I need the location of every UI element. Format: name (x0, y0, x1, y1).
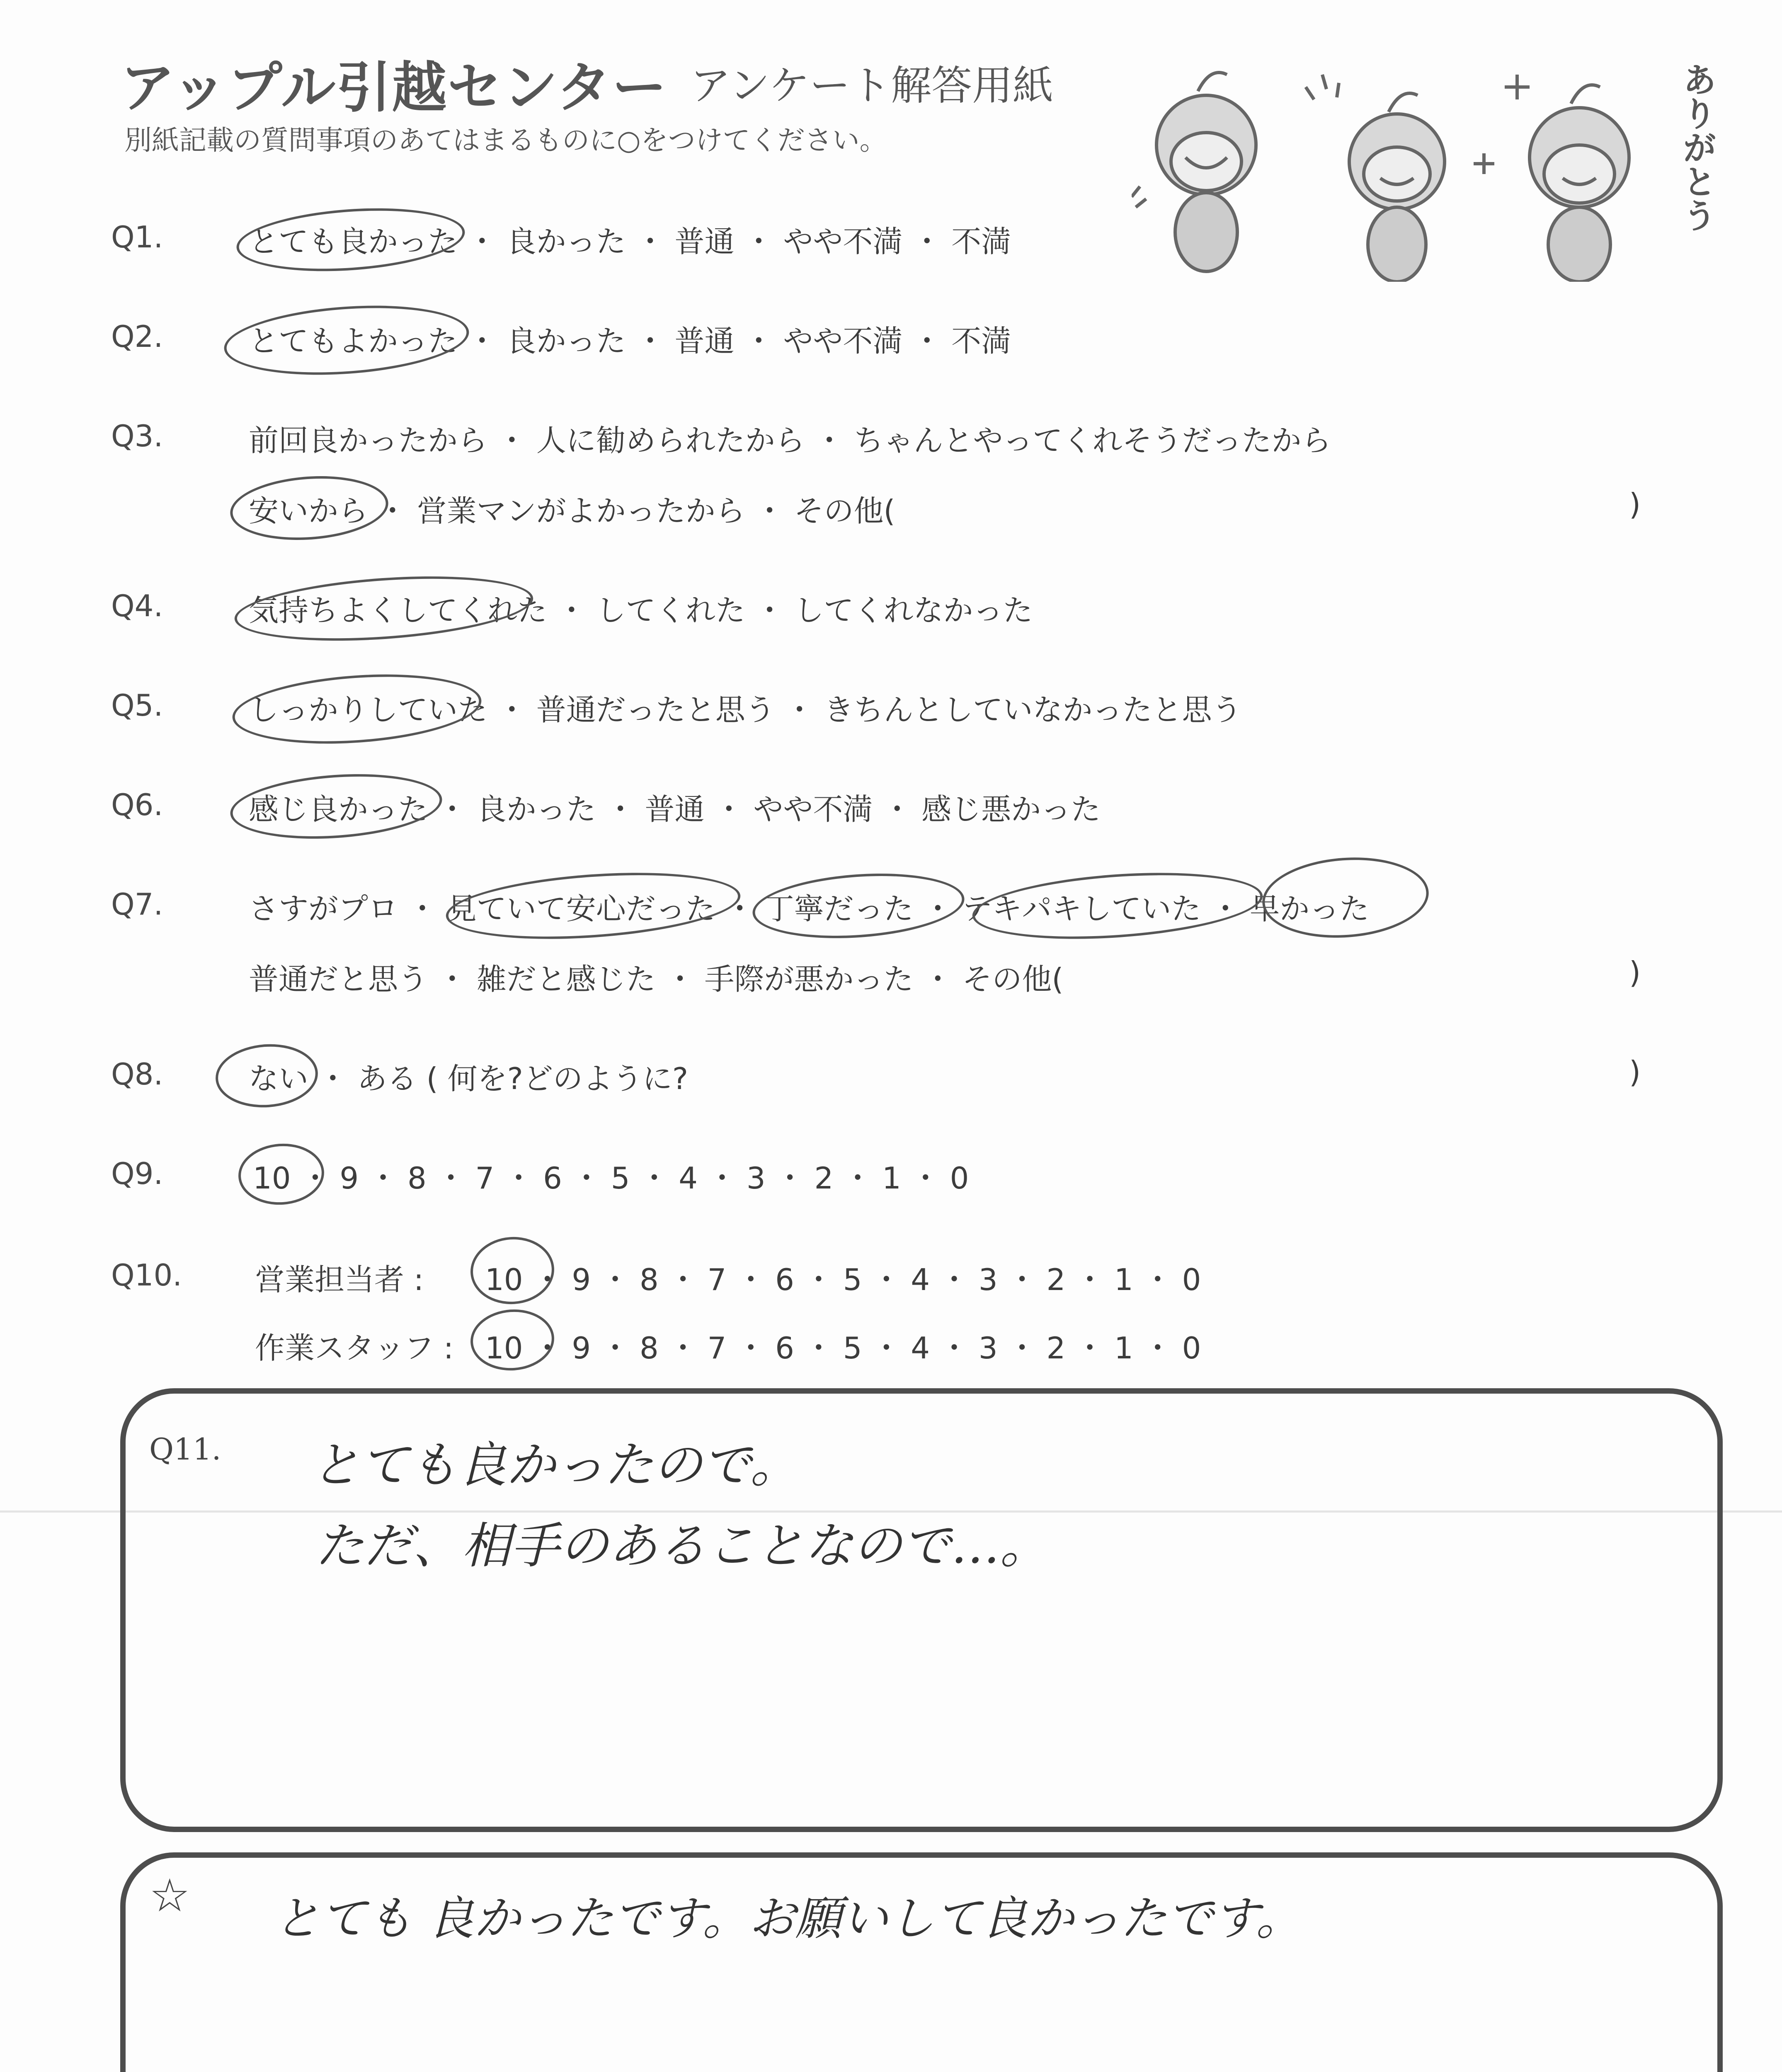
q9-answer-circle (236, 1141, 326, 1208)
q10-staff-label: 作業スタッフ : (255, 1331, 454, 1365)
q7-answer-circle-2 (750, 867, 966, 944)
q1-number: Q1. (111, 220, 163, 254)
q3-close-paren: ) (1629, 487, 1641, 522)
q7-options-line1: さすがプロ ・ 見ていて安心だった ・ 丁寧だった ・ テキパキしていた ・ 早かった (249, 891, 1370, 926)
thank-you-badge: ありがとう (1677, 62, 1717, 232)
q2-answer-circle (222, 298, 471, 382)
form-title: アンケート解答用紙 (690, 62, 1054, 109)
q7-answer-circle-4 (1260, 852, 1431, 943)
q8-answer-circle (213, 1041, 320, 1111)
q4-answer-circle (233, 568, 535, 649)
q11-label: Q11. (149, 1432, 221, 1467)
q10-sales-label: 営業担当者 : (255, 1262, 424, 1297)
q3-options-line1: 前回良かったから ・ 人に勧められたから ・ ちゃんとやってくれそうだったから (249, 423, 1331, 458)
mascot-illustration (1132, 50, 1712, 282)
q3-number: Q3. (111, 419, 163, 453)
q5-options: しっかりしていた ・ 普通だったと思う ・ きちんとしていなかったと思う (249, 692, 1242, 727)
instruction-text: 別紙記載の質問事項のあてはまるものに○をつけてください。 (124, 124, 887, 156)
q8-options: ない ・ ある ( 何を?どのように? (249, 1061, 689, 1096)
q4-number: Q4. (111, 588, 163, 623)
q10-number: Q10. (111, 1258, 182, 1293)
q5-answer-circle (230, 667, 484, 751)
q7-close-paren: ) (1629, 955, 1641, 990)
q1-options: とても良かった ・ 良かった ・ 普通 ・ やや不満 ・ 不満 (249, 224, 1011, 259)
company-title: アップル引越センター (120, 56, 668, 120)
q7-answer-circle-3 (970, 864, 1265, 948)
star-icon: ☆ (149, 1869, 190, 1922)
q2-options: とてもよかった ・ 良かった ・ 普通 ・ やや不満 ・ 不満 (249, 324, 1011, 358)
q1-answer-circle (235, 201, 467, 278)
q9-scale: 10 ・ 9 ・ 8 ・ 7 ・ 6 ・ 5 ・ 4 ・ 3 ・ 2 ・ 1 ・ 0 (253, 1161, 969, 1196)
q5-number: Q5. (111, 688, 163, 723)
q10-staff-scale: 10 ・ 9 ・ 8 ・ 7 ・ 6 ・ 5 ・ 4 ・ 3 ・ 2 ・ 1 ・ 0 (485, 1331, 1201, 1365)
q9-number: Q9. (111, 1156, 163, 1191)
q2-number: Q2. (111, 319, 163, 354)
q7-options-line2: 普通だと思う ・ 雑だと感じた ・ 手際が悪かった ・ その他( (249, 962, 1064, 997)
q6-answer-circle (228, 767, 444, 845)
q7-answer-circle-1 (444, 864, 743, 947)
q4-options: 気持ちよくしてくれた ・ してくれた ・ してくれなかった (249, 593, 1033, 628)
q8-number: Q8. (111, 1057, 163, 1092)
q6-number: Q6. (111, 787, 163, 822)
free-comment-handwritten: とても 良かったです。お願いして良かったです。 (274, 1892, 1302, 1946)
q11-handwritten-line1: とても良かったので。 (311, 1436, 799, 1493)
q3-options-line2: 安いから ・ 営業マンがよかったから ・ その他( (249, 494, 895, 528)
q8-close-paren: ) (1629, 1055, 1641, 1089)
q3-answer-circle (228, 471, 390, 545)
q11-handwritten-line2: ただ、相手のあることなので…。 (315, 1517, 1049, 1574)
q7-number: Q7. (111, 887, 163, 922)
q10-sales-scale: 10 ・ 9 ・ 8 ・ 7 ・ 6 ・ 5 ・ 4 ・ 3 ・ 2 ・ 1 ・ 0 (485, 1262, 1201, 1297)
q6-options: 感じ良かった ・ 良かった ・ 普通 ・ やや不満 ・ 感じ悪かった (249, 792, 1101, 827)
